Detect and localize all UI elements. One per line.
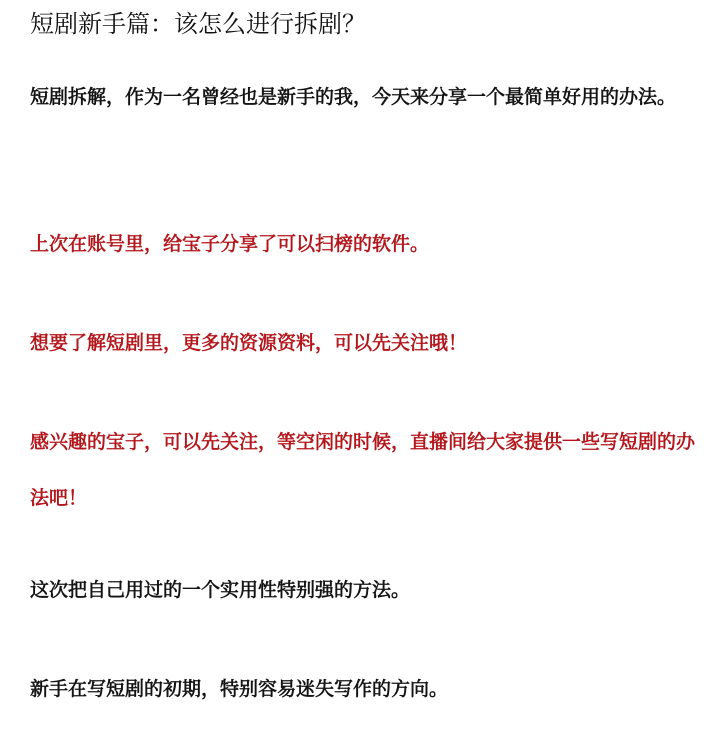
- paragraph-intro: 短剧拆解，作为一名曾经也是新手的我，今天来分享一个最简单好用的办法。: [30, 86, 677, 108]
- paragraph-scan-software: 上次在账号里，给宝子分享了可以扫榜的软件。: [30, 233, 430, 255]
- paragraph-beginner-direction: 新手在写短剧的初期，特别容易迷失写作的方向。: [30, 678, 449, 700]
- document-title: 短剧新手篇：该怎么进行拆剧？: [30, 10, 366, 38]
- paragraph-follow-resources: 想要了解短剧里，更多的资源资料，可以先关注哦！: [30, 332, 468, 354]
- paragraph-livestream-offer: 感兴趣的宝子，可以先关注，等空闲的时候，直播间给大家提供一些写短剧的办法吧！: [30, 431, 696, 509]
- paragraph-practical-method: 这次把自己用过的一个实用性特别强的方法。: [30, 579, 411, 601]
